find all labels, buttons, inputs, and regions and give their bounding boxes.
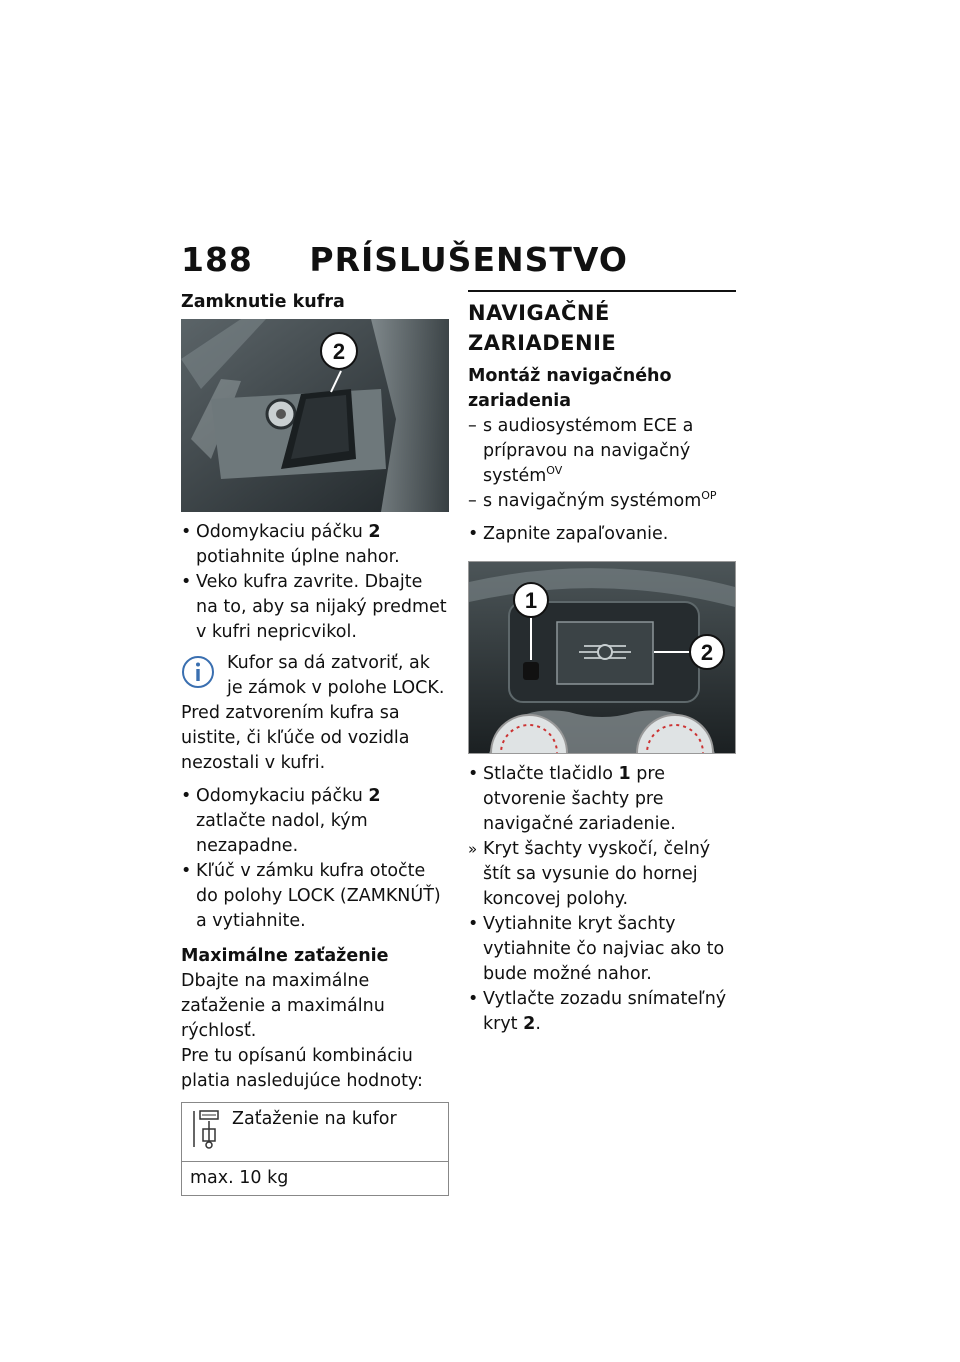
navigation-steps-list — [468, 762, 736, 1037]
note-text: Kufor sa dá zatvoriť, ak je zámok v polohe LOCK. — [227, 653, 445, 698]
list-item: • Zapnite zapaľovanie. — [468, 522, 736, 547]
max-load-text: Dbajte na maximálne zaťaženie a maximálnu rýchlosť. — [181, 971, 385, 1041]
list-item: • Kľúč v zámku kufra otočte do polohy LOCK (ZAMKNÚŤ) a vytiahnite. — [181, 859, 449, 934]
conditions-list — [468, 414, 736, 514]
note-continuation: Pred zatvorením kufra sa uistite, či kľúče od vozidla nezostali v kufri. — [181, 703, 410, 773]
load-spec-table — [181, 1102, 449, 1196]
page-number: 188 — [181, 240, 253, 279]
table-label: Zaťaženie na kufor — [232, 1109, 397, 1129]
cockpit-illustration — [469, 562, 735, 753]
callout-2-label: 2 — [332, 339, 346, 364]
page-header — [181, 240, 628, 279]
case-load-icon — [190, 1107, 224, 1151]
callout-2-label: 2 — [700, 640, 714, 665]
list-item: • Veko kufra zavrite. Dbajte na to, aby sa nijaký predmet v kufri nepricvikol. — [181, 570, 449, 645]
right-column — [468, 290, 736, 1037]
case-lock-photo — [181, 319, 449, 512]
list-item: • Odomykaciu páčku 2 potiahnite úplne nahor. — [181, 520, 449, 570]
table-value: max. 10 kg — [182, 1162, 449, 1196]
chapter-title: PRÍSLUŠENSTVO — [309, 240, 628, 279]
result-item: » Kryt šachty vyskočí, čelný štít sa vysunie do hornej koncovej polohy. — [468, 837, 736, 912]
list-item: • Vytlačte zozadu snímateľný kryt 2. — [468, 987, 736, 1037]
max-load-text-2: Pre tu opísanú kombináciu platia nasledujúce hodnoty: — [181, 1046, 423, 1091]
list-item: – s audiosystémom ECE a prípravou na navigačný systém$^{OV}$ — [468, 414, 736, 489]
subsection-title-install: Montáž navigačného zariadenia — [468, 366, 672, 411]
list-item: • Stlačte tlačidlo 1 pre otvorenie šachty pre navigačné zariadenie. — [468, 762, 736, 837]
section-title-lock-case: Zamknutie kufra — [181, 292, 345, 312]
left-column — [181, 290, 449, 1196]
lock-steps-list-2 — [181, 784, 449, 934]
info-note — [181, 651, 449, 776]
ignition-step — [468, 522, 736, 547]
navigation-cockpit-photo — [468, 561, 736, 754]
section-title-navigation: NAVIGAČNÉ ZARIADENIE — [468, 290, 736, 358]
callout-1-label: 1 — [524, 588, 538, 613]
lock-steps-list — [181, 520, 449, 645]
list-item: • Vytiahnite kryt šachty vytiahnite čo najviac ako to bude možné nahor. — [468, 912, 736, 987]
section-title-max-load: Maximálne zaťaženie — [181, 946, 389, 966]
info-icon — [181, 655, 215, 689]
list-item: – s navigačným systémom$^{OP}$ — [468, 489, 736, 514]
case-lock-illustration — [181, 319, 449, 512]
list-item: • Odomykaciu páčku 2 zatlačte nadol, kým nezapadne. — [181, 784, 449, 859]
